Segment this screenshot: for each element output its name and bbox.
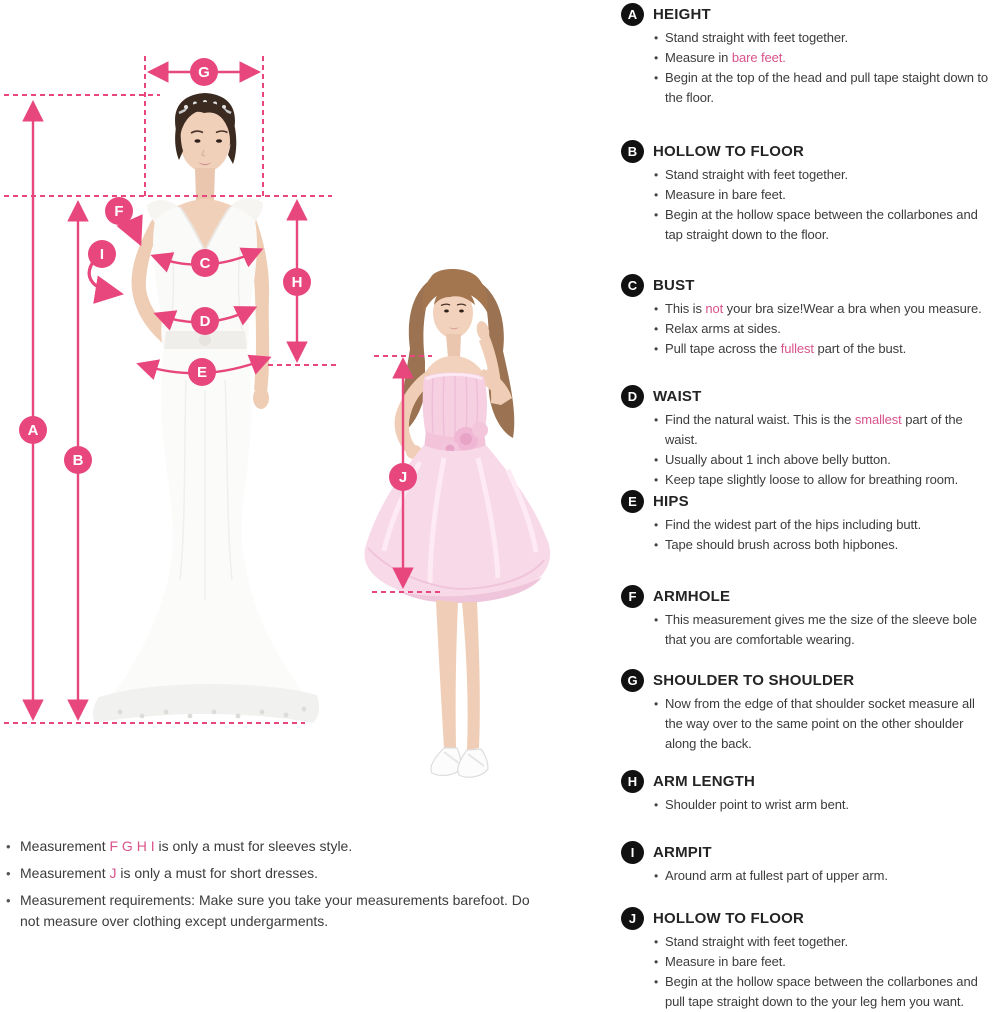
svg-text:E: E	[196, 364, 208, 381]
svg-text:H: H	[291, 274, 303, 291]
measurement-bullet	[654, 535, 991, 555]
measurement-guide-item	[621, 489, 991, 555]
measurement-guide-item	[621, 906, 991, 1012]
text-segment: your bra size!Wear a bra when you measure.	[723, 301, 982, 316]
marker-a-icon	[19, 416, 47, 444]
measurement-bullet-list	[621, 28, 991, 108]
measurement-bullet	[654, 795, 991, 815]
measurement-bullet	[654, 319, 991, 339]
measurement-guide-item	[621, 273, 991, 359]
measurement-bullet	[654, 339, 991, 359]
letter-badge-icon: I	[621, 841, 644, 864]
measurement-title: HOLLOW TO FLOOR	[653, 909, 805, 927]
svg-text:J: J	[398, 469, 408, 486]
letter-badge-icon: C	[621, 274, 644, 297]
measurement-guide-header	[621, 840, 991, 864]
measurement-bullet	[654, 165, 991, 185]
text-segment: Find the widest part of the hips including butt.	[665, 517, 922, 532]
text-segment: Measure in bare feet.	[665, 187, 786, 202]
text-segment: Around arm at fullest part of upper arm.	[665, 868, 888, 883]
measurement-guide-header	[621, 273, 991, 297]
svg-text:D: D	[199, 313, 211, 330]
text-segment: Tape should brush across both hipbones.	[665, 537, 899, 552]
text-segment: Pull tape across the	[665, 341, 781, 356]
measurement-bullet	[654, 185, 991, 205]
measurement-bullet	[654, 694, 991, 754]
note-line	[6, 836, 551, 857]
measurement-guide-header	[621, 2, 991, 26]
text-segment: Now from the edge of that shoulder socket measure all the way over to the same point on the other shoulder along the back.	[665, 696, 975, 751]
text-segment: part of the waist.	[665, 412, 963, 447]
letter-badge-icon: H	[621, 770, 644, 793]
measurement-guide-item	[621, 769, 991, 815]
measurement-bullet	[654, 48, 991, 68]
measurement-title: WAIST	[653, 387, 702, 405]
text-segment: Shoulder point to wrist arm bent.	[665, 797, 849, 812]
text-segment: Keep tape slightly loose to allow for breathing room.	[665, 472, 959, 487]
measurement-title: ARMPIT	[653, 843, 712, 861]
marker-f-icon	[105, 197, 133, 225]
measurement-title: ARM LENGTH	[653, 772, 755, 790]
marker-i-icon	[88, 240, 116, 268]
measurement-bullet	[654, 932, 991, 952]
measurement-bullet	[654, 28, 991, 48]
measurement-bullet	[654, 450, 991, 470]
letter-badge-icon: A	[621, 3, 644, 26]
measurement-bullet-list	[621, 866, 991, 886]
measurement-bullet-list	[621, 795, 991, 815]
measurement-bullet-list	[621, 932, 991, 1012]
measurement-guide-item	[621, 668, 991, 754]
note-line	[6, 863, 551, 884]
measurement-bullet	[654, 410, 991, 450]
measurement-bullet	[654, 972, 991, 1012]
measurement-guide-header	[621, 384, 991, 408]
text-segment: Stand straight with feet together.	[665, 30, 849, 45]
bride-figure-illustration	[93, 93, 319, 723]
letter-badge-icon: D	[621, 385, 644, 408]
short-dress-figure-illustration	[364, 269, 550, 777]
measurement-bullet	[654, 866, 991, 886]
text-segment: Begin at the hollow space between the collarbones and pull tape straight down to the your leg hem you want.	[665, 974, 978, 1009]
measurement-bullet	[654, 68, 991, 108]
text-segment: Measure in	[665, 50, 732, 65]
svg-text:I: I	[99, 246, 105, 263]
highlighted-text: fullest	[780, 341, 814, 356]
measurement-title: HEIGHT	[653, 5, 711, 23]
text-segment: is only a must for sleeves style.	[154, 838, 353, 854]
measurement-guide-list	[621, 0, 993, 1009]
measurement-title: BUST	[653, 276, 695, 294]
marker-d-icon	[191, 307, 219, 335]
measurement-guide-item	[621, 139, 991, 245]
measurement-bullet	[654, 515, 991, 535]
measurement-bullet-list	[621, 165, 991, 245]
measurement-bullet-list	[621, 694, 991, 754]
text-segment: Relax arms at sides.	[665, 321, 781, 336]
marker-e-icon	[188, 358, 216, 386]
letter-badge-icon: E	[621, 490, 644, 513]
text-segment: is only a must for short dresses.	[116, 865, 319, 881]
highlighted-text: J	[109, 865, 117, 881]
svg-text:G: G	[198, 64, 210, 81]
text-segment: This is	[665, 301, 706, 316]
measurement-bullet-list	[621, 299, 991, 359]
text-segment: Begin at the hollow space between the collarbones and tap straight down to the floor.	[665, 207, 978, 242]
measurement-guide-header	[621, 906, 991, 930]
text-segment: Measurement requirements: Make sure you take your measurements barefoot. Do not measure over clothing except undergarments.	[20, 892, 530, 929]
text-segment: Measurement	[20, 865, 110, 881]
text-segment: Measurement	[20, 838, 110, 854]
text-segment: This measurement gives me the size of the sleeve bole that you are comfortable wearing.	[665, 612, 977, 647]
text-segment: Usually about 1 inch above belly button.	[665, 452, 891, 467]
svg-text:C: C	[199, 255, 211, 272]
measurement-bullet	[654, 952, 991, 972]
text-segment: Stand straight with feet together.	[665, 934, 849, 949]
marker-h-icon	[283, 268, 311, 296]
measurement-title: ARMHOLE	[653, 587, 731, 605]
text-segment: Begin at the top of the head and pull tape staight down to the floor.	[665, 70, 989, 105]
svg-text:A: A	[27, 422, 39, 439]
letter-badge-icon: F	[621, 585, 644, 608]
letter-badge-icon: J	[621, 907, 644, 930]
measurement-guide-item	[621, 384, 991, 490]
armhole-arrow	[124, 222, 138, 239]
measurement-bullet-list	[621, 515, 991, 555]
measurement-bullet	[654, 470, 991, 490]
measurement-guide-header	[621, 769, 991, 793]
text-segment: Measure in bare feet.	[665, 954, 786, 969]
highlighted-text: smallest	[854, 412, 902, 427]
measurement-title: HIPS	[653, 492, 689, 510]
measurement-bullet	[654, 299, 991, 319]
marker-b-icon	[64, 446, 92, 474]
marker-j-icon	[389, 463, 417, 491]
measurement-guide-item	[621, 2, 991, 108]
measurement-bullet	[654, 610, 991, 650]
letter-badge-icon: G	[621, 669, 644, 692]
highlighted-text: bare feet.	[731, 50, 786, 65]
note-line	[6, 890, 551, 932]
measurement-guide-header	[621, 489, 991, 513]
measurement-guide-header	[621, 668, 991, 692]
svg-text:B: B	[72, 452, 84, 469]
svg-text:F: F	[114, 203, 124, 220]
measurement-notes	[6, 836, 551, 938]
marker-c-icon	[191, 249, 219, 277]
measurement-guide-header	[621, 139, 991, 163]
marker-g-icon	[190, 58, 218, 86]
text-segment: part of the bust.	[813, 341, 907, 356]
letter-badge-icon: B	[621, 140, 644, 163]
measurement-bullet	[654, 205, 991, 245]
measurement-bullet-list	[621, 410, 991, 490]
highlighted-text: F G H I	[109, 838, 155, 854]
measurement-bullet-list	[621, 610, 991, 650]
text-segment: Find the natural waist. This is the	[665, 412, 855, 427]
measurement-guide-item	[621, 584, 991, 650]
measurement-guide-header	[621, 584, 991, 608]
measurement-guide-item	[621, 840, 991, 886]
text-segment: Stand straight with feet together.	[665, 167, 849, 182]
measurement-title: SHOULDER TO SHOULDER	[653, 671, 855, 689]
highlighted-text: not	[705, 301, 724, 316]
measurement-title: HOLLOW TO FLOOR	[653, 142, 805, 160]
